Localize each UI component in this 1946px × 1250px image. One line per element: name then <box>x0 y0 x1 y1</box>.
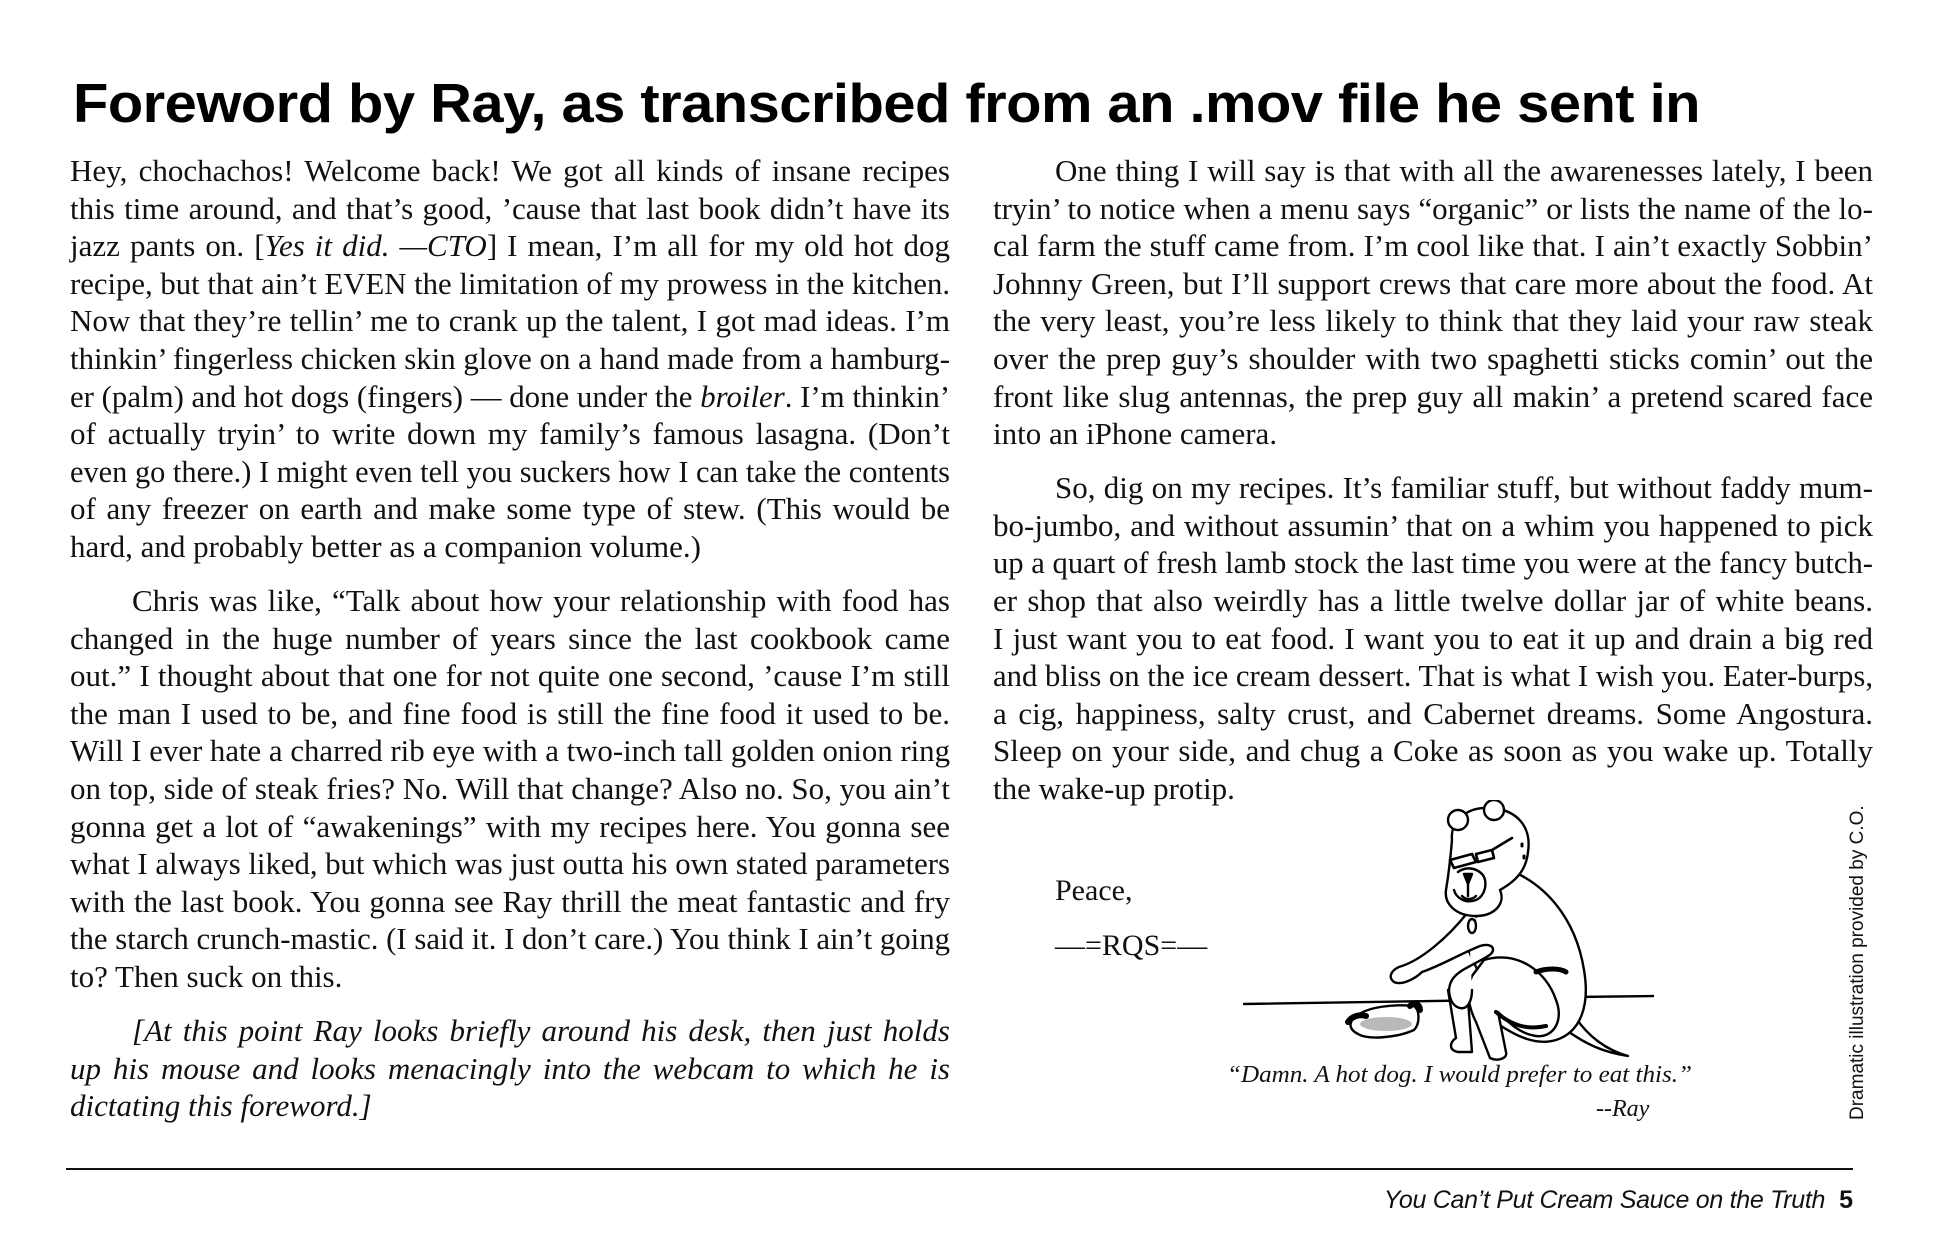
line-text <box>993 302 1873 340</box>
text-segment: thinkin’ fingerless chicken skin glove on a hand made from a hamburg- <box>70 340 950 376</box>
line-text <box>993 695 1873 733</box>
illustration-credit: Dramatic illustration provided by C.O. <box>1847 805 1868 1120</box>
text-segment: So, dig on my recipes. It’s familiar stuff, but without faddy mum- <box>1055 470 1873 506</box>
text-segment: on top, side of steak fries? No. Will that change? Also no. So, you ain’t <box>70 771 950 806</box>
text-segment: a cig, happiness, salty crust, and Cabernet dreams. Some Angostura. <box>993 695 1873 731</box>
text-segment: I just want you to eat food. I want you to eat it up and drain a big red <box>993 620 1873 656</box>
text-line <box>70 958 950 996</box>
text-segment: recipe, but that ain’t EVEN the limitation of my prowess in the kitchen. <box>70 265 950 301</box>
line-text <box>132 1012 950 1050</box>
bear-ear-left <box>1448 810 1468 830</box>
text-line <box>70 453 950 491</box>
line-text <box>70 695 950 733</box>
line-text <box>70 732 950 770</box>
line-text <box>70 190 950 228</box>
text-line <box>70 190 950 228</box>
text-line <box>70 1012 950 1050</box>
text-line <box>70 732 950 770</box>
text-segment: gonna get a lot of “awakenings” with my recipes here. You gonna see <box>70 808 950 844</box>
line-text <box>993 378 1873 416</box>
text-line <box>70 1087 950 1125</box>
line-text <box>70 883 950 921</box>
line-text <box>993 582 1873 620</box>
text-line <box>70 378 950 416</box>
line-text <box>70 227 950 265</box>
text-segment: and bliss on the ice cream dessert. That is what I wish you. Eater-burps, <box>993 658 1873 694</box>
text-line <box>993 340 1873 378</box>
paragraph <box>70 1012 950 1125</box>
line-text <box>70 378 950 416</box>
signature: —=RQS=— <box>1055 929 1208 962</box>
text-segment: One thing I will say is that with all the awarenesses lately, I been <box>1055 153 1873 188</box>
text-segment: front like slug antennas, the prep guy all makin’ a pretend scared face <box>993 378 1873 414</box>
text-segment: dictating this foreword.] <box>70 1088 372 1124</box>
text-segment: to? Then suck on this. <box>70 958 343 994</box>
text-segment: even go there.) I might even tell you suckers how I can take the contents <box>70 453 950 489</box>
line-text <box>70 920 950 958</box>
text-line <box>70 1050 950 1088</box>
text-line <box>70 152 950 190</box>
paragraph <box>70 152 950 566</box>
text-line <box>70 620 950 658</box>
text-line <box>993 190 1873 228</box>
text-line <box>70 695 950 733</box>
text-line <box>993 582 1873 620</box>
text-line <box>70 415 950 453</box>
line-text <box>993 770 1235 808</box>
line-text <box>70 1050 950 1088</box>
line-text <box>993 265 1873 303</box>
text-segment: [At this point Ray looks briefly around his desk, then just holds <box>132 1013 950 1049</box>
text-line <box>993 265 1873 303</box>
text-line <box>993 302 1873 340</box>
text-segment: ] I mean, I’m all for my old hot dog <box>486 228 950 264</box>
italic-text: Yes it did. —CTO <box>264 228 487 264</box>
text-line <box>70 845 950 883</box>
text-line <box>993 415 1873 453</box>
text-line <box>70 657 950 695</box>
text-segment: the man I used to be, and fine food is still the fine food it used to be. <box>70 695 950 731</box>
page-number: 5 <box>1839 1186 1853 1214</box>
hot-dog-icon <box>1348 1004 1420 1038</box>
text-segment: Chris was like, “Talk about how your relationship with food has <box>132 583 950 619</box>
line-text <box>1055 152 1873 190</box>
closing-text: Peace, <box>1055 874 1133 907</box>
text-segment: tryin’ to notice when a menu says “organic” or lists the name of the lo- <box>993 190 1873 226</box>
text-line <box>70 770 950 808</box>
text-segment: up a quart of fresh lamb stock the last time you were at the fancy butch- <box>993 545 1873 581</box>
line-text <box>70 415 950 453</box>
text-line <box>70 227 950 265</box>
paragraph <box>993 152 1873 453</box>
text-segment: jazz pants on. [ <box>70 228 265 264</box>
illustration-caption: “Damn. A hot dog. I would prefer to eat this.” <box>1227 1062 1692 1088</box>
line-text <box>70 770 950 808</box>
text-line <box>993 620 1873 658</box>
line-text <box>993 227 1873 265</box>
line-text <box>132 582 950 620</box>
text-line <box>70 582 950 620</box>
line-text <box>70 808 950 846</box>
line-text <box>70 453 950 491</box>
line-text <box>70 620 950 658</box>
paragraph <box>70 582 950 996</box>
text-segment: hard, and probably better as a companion volume.) <box>70 528 701 564</box>
text-line <box>993 469 1873 507</box>
line-text <box>993 732 1873 770</box>
text-segment: Johnny Green, but I’ll support crews that care more about the food. At <box>993 265 1873 301</box>
footer-rule <box>66 1168 1853 1170</box>
caption-attribution: --Ray <box>1596 1096 1650 1122</box>
text-segment: of any freezer on earth and make some type of stew. (This would be <box>70 491 950 527</box>
text-segment: the very least, you’re less likely to think that they laid your raw steak <box>993 303 1873 339</box>
line-text <box>993 415 1277 453</box>
text-line <box>993 657 1873 695</box>
bear-ear-right <box>1484 800 1504 820</box>
text-segment: Sleep on your side, and chug a Coke as soon as you wake up. Totally <box>993 733 1873 769</box>
line-text <box>70 528 701 566</box>
text-segment: into an iPhone camera. <box>993 416 1278 452</box>
line-text <box>70 490 950 528</box>
text-line <box>993 732 1873 770</box>
line-text <box>70 1087 372 1125</box>
paragraph <box>993 469 1873 807</box>
text-line <box>70 883 950 921</box>
text-segment: er (palm) and hot dogs (fingers) — done under the <box>70 378 701 414</box>
line-text <box>70 845 950 883</box>
text-line <box>993 544 1873 582</box>
line-text <box>993 620 1873 658</box>
text-segment: of actually tryin’ to write down my family’s famous lasagna. (Don’t <box>70 416 950 452</box>
text-segment: up his mouse and looks menacingly into the webcam to which he is <box>70 1050 950 1086</box>
text-line <box>70 490 950 528</box>
text-line <box>70 808 950 846</box>
text-line <box>70 340 950 378</box>
page-title: Foreword by Ray, as transcribed from an .mov file he sent in <box>73 72 1700 134</box>
text-line <box>70 528 950 566</box>
text-segment: this time around, and that’s good, ’cause that last book didn’t have its <box>70 190 950 226</box>
line-text <box>70 302 950 340</box>
line-text <box>993 190 1873 228</box>
text-segment: cal farm the stuff came from. I’m cool like that. I ain’t exactly Sobbin’ <box>993 228 1873 264</box>
text-segment: Will I ever hate a charred rib eye with a two-inch tall golden onion ring <box>70 733 950 769</box>
text-segment: bo-jumbo, and without assumin’ that on a whim you happened to pick <box>993 507 1873 543</box>
line-text <box>70 657 950 695</box>
text-segment: with the last book. You gonna see Ray thrill the meat fantastic and fry <box>70 883 950 919</box>
text-segment: the wake-up protip. <box>993 771 1235 806</box>
left-column <box>70 152 950 1141</box>
text-line <box>70 302 950 340</box>
line-text <box>993 507 1873 545</box>
line-text <box>70 265 950 303</box>
line-text <box>70 958 342 996</box>
line-text <box>70 152 950 190</box>
text-segment: Hey, chochachos! Welcome back! We got all kinds of insane recipes <box>70 153 950 188</box>
running-footer <box>1384 1186 1853 1215</box>
text-segment: Now that they’re tellin’ me to crank up the talent, I got mad ideas. I’m <box>70 303 950 339</box>
line-text <box>993 544 1873 582</box>
text-line <box>993 507 1873 545</box>
text-segment: the starch crunch-mastic. (I said it. I don’t care.) You think I ain’t going <box>70 921 950 957</box>
text-segment: er shop that also weirdly has a little twelve dollar jar of white beans. <box>993 583 1873 619</box>
line-text <box>70 340 950 378</box>
text-segment: changed in the huge number of years since the last cookbook came <box>70 620 950 656</box>
text-segment: out.” I thought about that one for not quite one second, ’cause I’m still <box>70 658 950 694</box>
text-segment: . I’m thinkin’ <box>784 378 950 414</box>
book-title: You Can’t Put Cream Sauce on the Truth <box>1383 1186 1826 1214</box>
text-line <box>993 695 1873 733</box>
text-line <box>993 227 1873 265</box>
line-text <box>993 657 1873 695</box>
text-line <box>993 378 1873 416</box>
italic-text: broiler <box>700 378 785 414</box>
text-segment: what I always liked, but which was just outta his own stated parameters <box>70 846 950 882</box>
text-line <box>70 265 950 303</box>
text-segment: over the prep guy’s shoulder with two spaghetti sticks comin’ out the <box>993 340 1873 376</box>
line-text <box>1055 469 1873 507</box>
text-line <box>70 920 950 958</box>
right-column <box>993 152 1873 824</box>
line-text <box>993 340 1873 378</box>
text-line <box>993 152 1873 190</box>
bear-pointing-at-hot-dog-illustration <box>1236 800 1666 1062</box>
